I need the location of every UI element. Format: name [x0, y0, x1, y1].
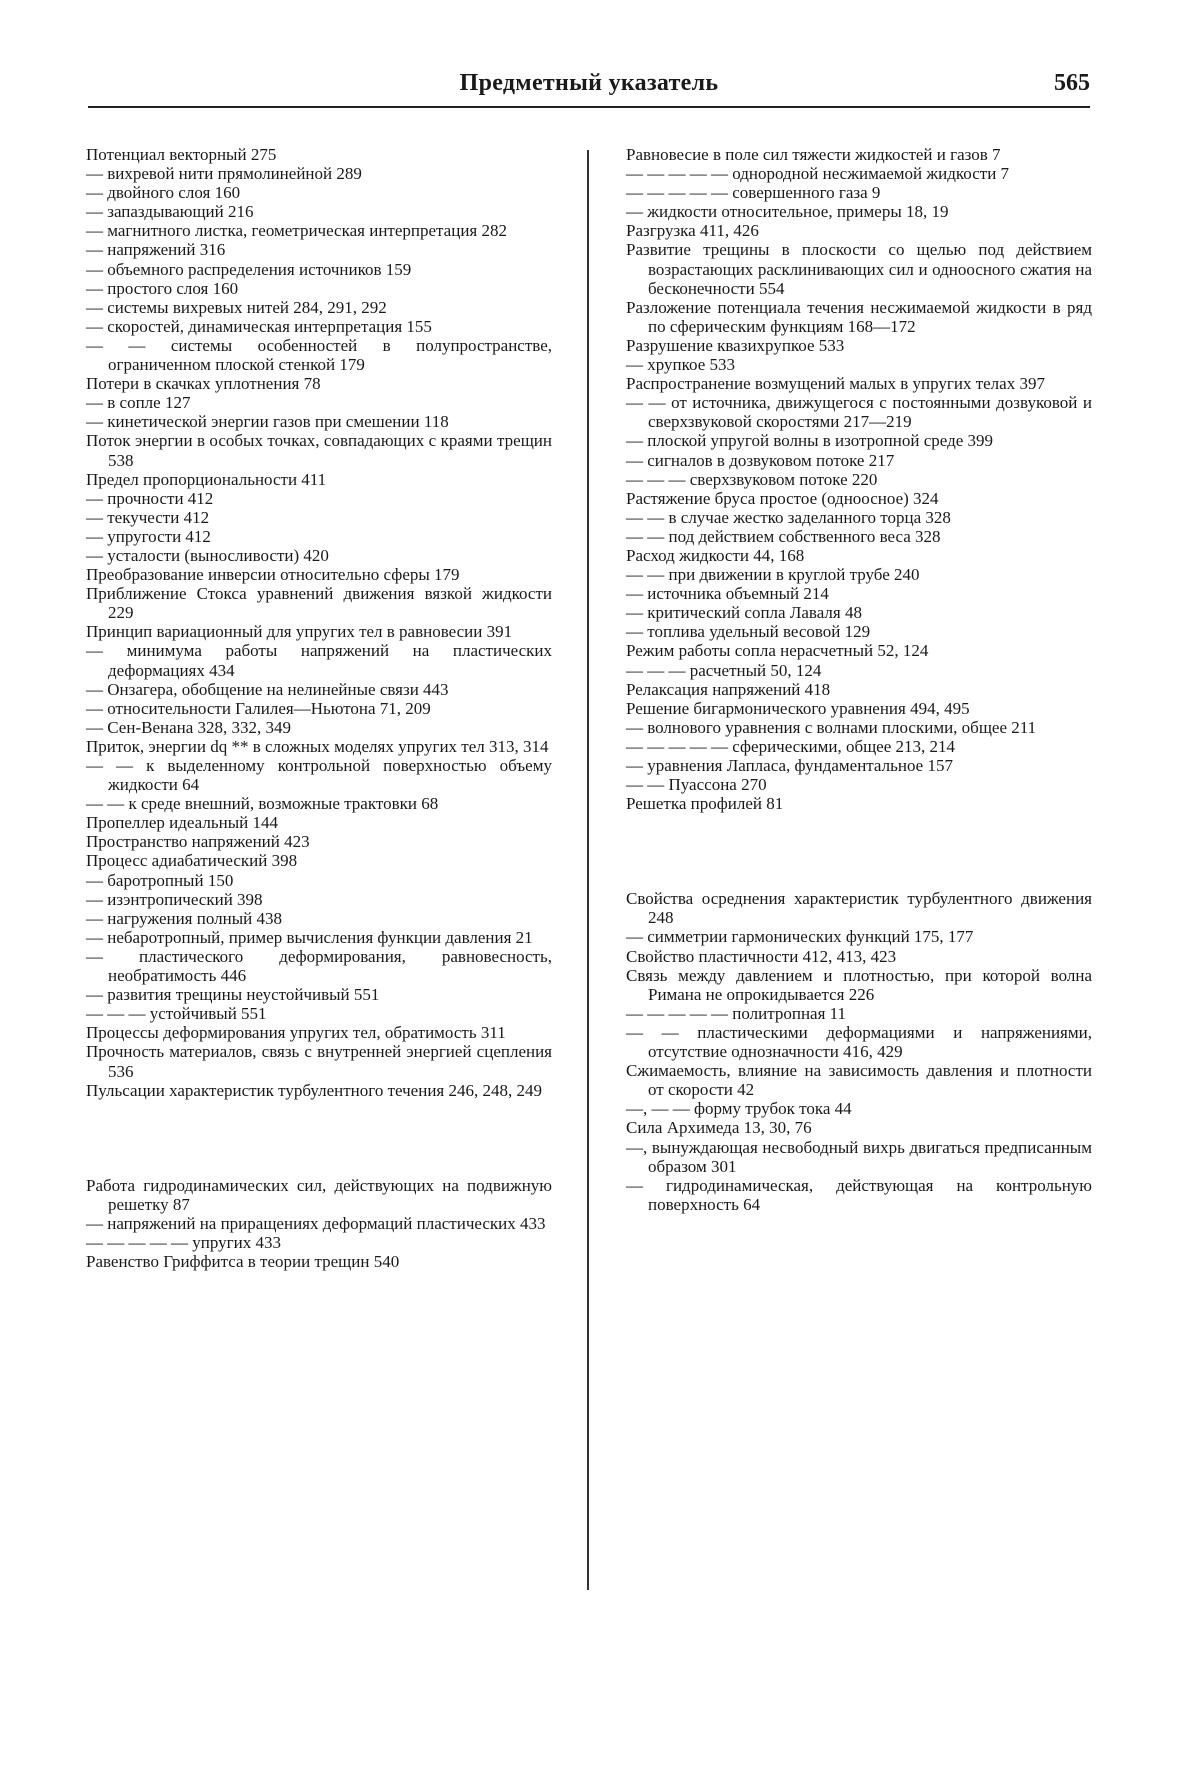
- index-entry: — — Пуассона 270: [626, 775, 767, 795]
- index-entry: — — при движении в круглой трубе 240: [626, 565, 920, 585]
- index-entry: Принцип вариационный для упругих тел в равновесии 391: [86, 622, 513, 642]
- index-entry: Развитие трещины в плоскости со щелью под действием возрастающих расклинивающих сил и одноосного сжатия на бесконечности 554: [626, 240, 1092, 298]
- index-entry: — напряжений 316: [86, 240, 226, 260]
- index-entry: Потенциал векторный 275: [86, 145, 277, 164]
- section-gap: [86, 1100, 552, 1138]
- index-entry: — минимума работы напряжений на пластических деформациях 434: [86, 641, 552, 680]
- index-entry: — развития трещины неустойчивый 551: [86, 985, 380, 1005]
- index-entry: — — — расчетный 50, 124: [626, 660, 822, 680]
- index-entry: Свойство пластичности 412, 413, 423: [626, 946, 897, 966]
- index-entry: Пространство напряжений 423: [86, 832, 310, 852]
- index-entry: Свойства осреднения характеристик турбулентного движения 248: [626, 889, 1092, 928]
- index-entry: Расход жидкости 44, 168: [626, 545, 805, 565]
- running-title: Предметный указатель: [459, 70, 719, 96]
- index-entry: Прочность материалов, связь с внутренней энергией сцепления 536: [86, 1042, 552, 1081]
- index-entry: — — — — — однородной несжимаемой жидкости 7: [626, 164, 1010, 184]
- index-entry: — жидкости относительное, примеры 18, 19: [626, 202, 949, 222]
- index-entry: — сигналов в дозвуковом потоке 217: [626, 450, 895, 470]
- index-entry: — — от источника, движущегося с постоянными дозвуковой и сверхзвуковой скоростями 217—219: [626, 393, 1092, 432]
- index-entry: — — к среде внешний, возможные трактовки 68: [86, 794, 439, 814]
- index-entry: — уравнения Лапласа, фундаментальное 157: [626, 756, 953, 775]
- index-entry: — Сен-Венана 328, 332, 349: [86, 717, 292, 737]
- header-rule: [88, 106, 1090, 108]
- index-entry: — — к выделенному контрольной поверхностью объему жидкости 64: [86, 756, 552, 795]
- index-entry: Поток энергии в особых точках, совпадающих с краями трещин 538: [86, 431, 552, 470]
- section-gap: [86, 1138, 552, 1176]
- index-entry: — упругости 412: [86, 526, 211, 546]
- index-entry: Предел пропорциональности 411: [86, 469, 327, 489]
- index-entry: Равновесие в поле сил тяжести жидкостей и газов 7: [626, 145, 1001, 164]
- index-column-right: [626, 145, 1092, 1214]
- index-entry: —, — — форму трубок тока 44: [626, 1099, 852, 1119]
- index-entry: — нагружения полный 438: [86, 908, 282, 928]
- index-entry: — — системы особенностей в полупространстве, ограниченном плоской стенкой 179: [86, 335, 552, 375]
- page-header: [88, 70, 1090, 106]
- index-entry: Сила Архимеда 13, 30, 76: [626, 1118, 812, 1138]
- index-entry: Пропеллер идеальный 144: [86, 813, 278, 833]
- index-entry: — системы вихревых нитей 284, 291, 292: [86, 297, 387, 317]
- index-entry: — критический сопла Лаваля 48: [626, 603, 862, 623]
- page-number: 565: [1054, 70, 1090, 96]
- index-entry: — двойного слоя 160: [86, 183, 241, 203]
- index-entry: — — в случае жестко заделанного торца 328: [626, 507, 951, 527]
- index-entry: — магнитного листка, геометрическая интерпретация 282: [86, 221, 507, 241]
- index-entry: — относительности Галилея—Ньютона 71, 209: [86, 698, 431, 718]
- index-entry: — — — — — сферическими, общее 213, 214: [626, 736, 956, 756]
- index-entry: — вихревой нити прямолинейной 289: [86, 164, 362, 184]
- index-entry: — — пластическими деформациями и напряжениями, отсутствие однозначности 416, 429: [626, 1022, 1092, 1062]
- index-entry: — объемного распределения источников 159: [86, 259, 412, 279]
- index-entry: Потери в скачках уплотнения 78: [86, 374, 321, 394]
- index-entry: — — — — — совершенного газа 9: [626, 183, 881, 203]
- index-entry: — кинетической энергии газов при смешении 118: [86, 412, 449, 432]
- index-entry: Процесс адиабатический 398: [86, 851, 298, 871]
- index-entry: — — — устойчивый 551: [86, 1004, 267, 1024]
- section-gap: [626, 851, 1092, 889]
- index-entry: — — — сверхзвуковом потоке 220: [626, 469, 878, 489]
- index-entry: — скоростей, динамическая интерпретация 155: [86, 316, 432, 336]
- index-entry: Связь между давлением и плотностью, при которой волна Римана не опрокидывается 226: [626, 965, 1092, 1004]
- index-entry: Разрушение квазихрупкое 533: [626, 335, 845, 355]
- index-entry: Преобразование инверсии относительно сферы 179: [86, 565, 460, 585]
- index-entry: — небаротропный, пример вычисления функции давления 21: [86, 927, 533, 947]
- index-entry: — изэнтропический 398: [86, 889, 263, 909]
- index-entry: Решение бигармонического уравнения 494, 495: [626, 698, 970, 718]
- index-entry: — в сопле 127: [86, 393, 191, 413]
- index-entry: Равенство Гриффитса в теории трещин 540: [86, 1252, 400, 1272]
- index-entry: Растяжение бруса простое (одноосное) 324: [626, 488, 939, 508]
- index-entry: Работа гидродинамических сил, действующих на подвижную решетку 87: [86, 1175, 552, 1214]
- index-entry: Разгрузка 411, 426: [626, 221, 759, 241]
- index-entry: — топлива удельный весовой 129: [626, 622, 871, 642]
- index-entry: Решетка профилей 81: [626, 794, 784, 814]
- index-entry: Пульсации характеристик турбулентного течения 246, 248, 249: [86, 1080, 542, 1100]
- index-entry: — Онзагера, обобщение на нелинейные связи 443: [86, 679, 449, 699]
- index-entry: — волнового уравнения с волнами плоскими, общее 211: [626, 717, 1037, 737]
- index-entry: — — под действием собственного веса 328: [626, 526, 941, 546]
- index-entry: — текучести 412: [86, 507, 210, 527]
- index-entry: Процессы деформирования упругих тел, обратимость 311: [86, 1023, 506, 1043]
- index-entry: — напряжений на приращениях деформаций пластических 433: [86, 1213, 546, 1233]
- index-entry: — источника объемный 214: [626, 584, 829, 604]
- index-entry: — симметрии гармонических функций 175, 177: [626, 927, 974, 947]
- section-gap: [626, 813, 1092, 851]
- index-entry: Релаксация напряжений 418: [626, 679, 831, 699]
- index-column-left: [86, 145, 552, 1271]
- index-entry: — запаздывающий 216: [86, 202, 254, 222]
- column-divider: [587, 150, 589, 1590]
- index-entry: Разложение потенциала течения несжимаемой жидкости в ряд по сферическим функциям 168—172: [626, 297, 1092, 336]
- index-entry: — — — — — политропная 11: [626, 1003, 847, 1023]
- index-entry: — — — — — упругих 433: [86, 1232, 281, 1252]
- index-entry: —, вынуждающая несвободный вихрь двигаться предписанным образом 301: [626, 1137, 1092, 1176]
- index-entry: — простого слоя 160: [86, 278, 239, 298]
- index-entry: Приток, энергии dq ** в сложных моделях упругих тел 313, 314: [86, 736, 549, 756]
- index-entry: — гидродинамическая, действующая на контрольную поверхность 64: [626, 1175, 1092, 1214]
- index-entry: Распространение возмущений малых в упругих телах 397: [626, 374, 1045, 394]
- index-entry: — баротропный 150: [86, 870, 234, 890]
- index-entry: Режим работы сопла нерасчетный 52, 124: [626, 641, 929, 661]
- index-entry: — усталости (выносливости) 420: [86, 545, 329, 565]
- index-entry: — плоской упругой волны в изотропной среде 399: [626, 431, 994, 451]
- index-entry: — хрупкое 533: [626, 355, 736, 375]
- index-entry: Сжимаемость, влияние на зависимость давления и плотности от скорости 42: [626, 1061, 1092, 1100]
- index-entry: Приближение Стокса уравнений движения вязкой жидкости 229: [86, 584, 552, 623]
- index-entry: — прочности 412: [86, 488, 214, 508]
- index-entry: — пластического деформирования, равновесность, необратимость 446: [86, 946, 552, 986]
